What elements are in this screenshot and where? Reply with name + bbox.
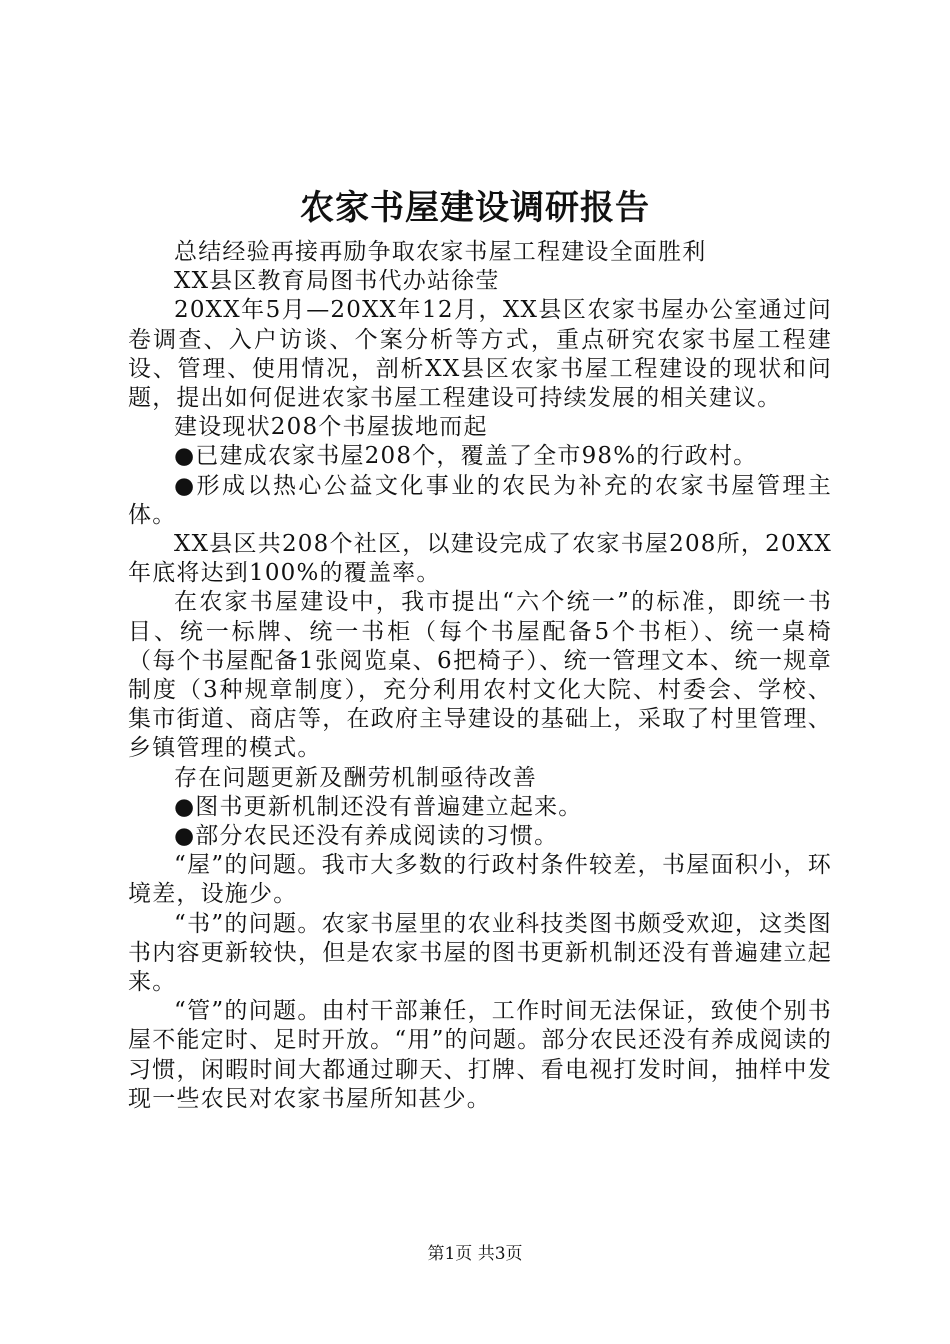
page-number-footer: 第1页 共3页: [427, 1244, 523, 1264]
body-paragraph: XX县区共208个社区，以建设完成了农家书屋208所，20XX年底将达到100%的覆盖率。: [128, 531, 832, 587]
bullet-paragraph: ●图书更新机制还没有普遍建立起来。: [174, 793, 583, 820]
section-heading-status: 建设现状208个书屋拔地而起: [174, 414, 488, 441]
document-title: 农家书屋建设调研报告: [300, 188, 650, 228]
body-paragraph: “屋”的问题。我市大多数的行政村条件较差，书屋面积小，环境差，设施少。: [128, 852, 832, 908]
body-paragraph: 在农家书屋建设中，我市提出“六个统一”的标准，即统一书目、统一标牌、统一书柜（每个书屋配备5个书柜）、统一桌椅（每个书屋配备1张阅览桌、6把椅子）、统一管理文本、统一规章制度（3种规章制度），充分利用农村文化大院、村委会、学校、集市街道、商店等，在政府主导建设的基础上，采取了村里管理、乡镇管理的模式。: [128, 589, 832, 762]
author-paragraph: XX县区教育局图书代办站徐莹: [174, 268, 500, 295]
intro-paragraph: 20XX年5月—20XX年12月，XX县区农家书屋办公室通过问卷调查、入户访谈、个案分析等方式，重点研究农家书屋工程建设、管理、使用情况，剖析XX县区农家书屋工程建设的现状和问题，提出如何促进农家书屋工程建设可持续发展的相关建议。: [128, 297, 832, 412]
document-body: [128, 238, 832, 1114]
subtitle-paragraph: 总结经验再接再励争取农家书屋工程建设全面胜利: [174, 239, 707, 265]
bullet-paragraph: ●已建成农家书屋208个，覆盖了全市98%的行政村。: [174, 443, 758, 470]
bullet-paragraph: ●部分农民还没有养成阅读的习惯。: [174, 823, 559, 850]
body-paragraph: “书”的问题。农家书屋里的农业科技类图书颇受欢迎，这类图书内容更新较快，但是农家书屋的图书更新机制还没有普遍建立起来。: [128, 910, 832, 996]
body-paragraph: “管”的问题。由村干部兼任，工作时间无法保证，致使个别书屋不能定时、足时开放。“用”的问题。部分农民还没有养成阅读的习惯，闲暇时间大都通过聊天、打牌、看电视打发时间，抽样中发现一些农民对农家书屋所知甚少。: [128, 998, 832, 1112]
section-heading-problems: 存在问题更新及酬劳机制亟待改善: [174, 764, 537, 791]
bullet-paragraph: ●形成以热心公益文化事业的农民为补充的农家书屋管理主体。: [128, 472, 832, 528]
